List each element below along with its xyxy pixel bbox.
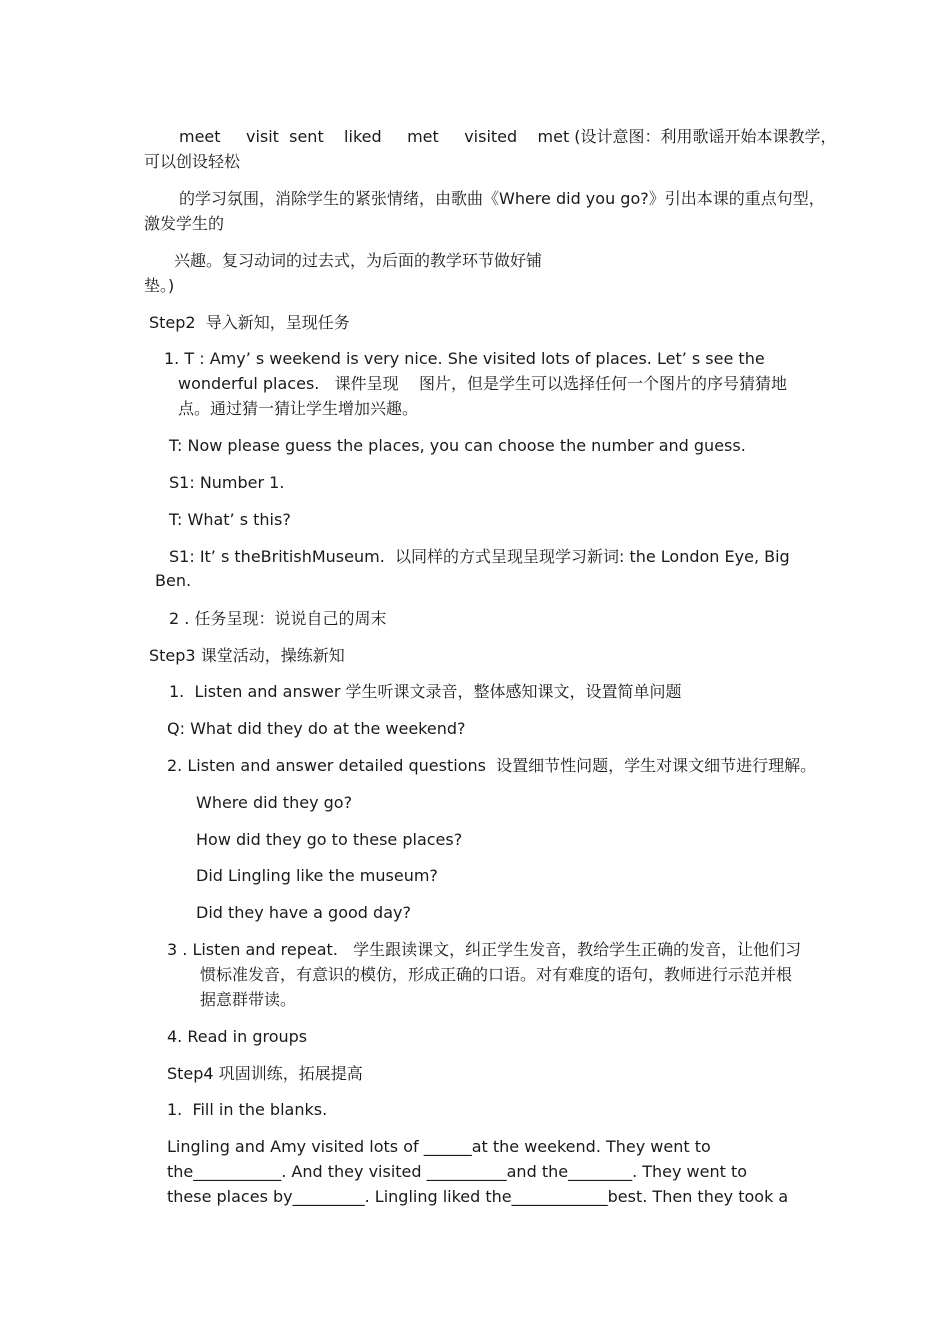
step4-paragraph-line1: Lingling and Amy visited lots of ______at the weekend. They went to [167, 1137, 711, 1156]
step3-detail-question: Where did they go? [196, 793, 353, 812]
step4-item1: 1. Fill in the blanks. [167, 1100, 328, 1119]
step3-item3-line2: 惯标准发音，有意识的模仿，形成正确的口语。对有难度的语句，教师进行示范并根 [200, 965, 793, 984]
step4-heading: Step4 巩固训练，拓展提高 [167, 1064, 363, 1083]
step2-heading: Step2 导入新知，呈现任务 [149, 313, 350, 332]
intro-line-2: 可以创设轻松 [144, 152, 241, 171]
step2-student-line-1: S1: Number 1. [169, 473, 285, 492]
step4-paragraph-line2: the___________. And they visited __________and the________. They went to [167, 1162, 748, 1181]
step3-detail-question: Did they have a good day? [196, 903, 411, 922]
intro-line-3: 的学习氛围，消除学生的紧张情绪，由歌曲《Where did you go?》引出本课的重点句型， [179, 189, 825, 208]
step2-teacher-line-1: T: Now please guess the places, you can choose the number and guess. [169, 436, 746, 455]
intro-line-1: meet visit sent liked met visited met (设计意图：利用歌谣开始本课教学， [179, 127, 837, 146]
step3-heading: Step3 课堂活动，操练新知 [149, 646, 345, 665]
step2-student-line-2a: S1: It’ s theBritishMuseum. 以同样的方式呈现呈现学习新词: the London Eye, Big [169, 547, 790, 566]
step3-detail-question: How did they go to these places? [196, 830, 463, 849]
intro-line-5: 兴趣。复习动词的过去式，为后面的教学环节做好铺 [174, 251, 543, 270]
step2-item1-line3: 点。通过猜一猜让学生增加兴趣。 [178, 399, 419, 418]
step2-item1-line2: wonderful places. 课件呈现 图片，但是学生可以选择任何一个图片的序号猜猜地 [178, 374, 787, 393]
intro-line-4: 激发学生的 [144, 214, 225, 233]
step2-item2: 2 . 任务呈现：说说自己的周末 [169, 609, 387, 628]
step3-item3-line1: 3 . Listen and repeat. 学生跟读课文，纠正学生发音，教给学生正确的发音，让他们习 [167, 940, 802, 959]
step3-item4: 4. Read in groups [167, 1027, 308, 1046]
step2-teacher-line-2: T: What’ s this? [169, 510, 291, 529]
step4-paragraph-line3: these places by_________. Lingling liked the____________best. Then they took a [167, 1187, 789, 1206]
step3-item1: 1. Listen and answer 学生听课文录音，整体感知课文，设置简单问题 [169, 682, 682, 701]
step3-question: Q: What did they do at the weekend? [167, 719, 466, 738]
step3-item2: 2. Listen and answer detailed questions 设置细节性问题，学生对课文细节进行理解。 [167, 756, 817, 775]
step3-item3-line3: 据意群带读。 [200, 990, 297, 1009]
step2-student-line-2b: Ben. [155, 571, 192, 590]
intro-line-6: 垫。) [144, 276, 175, 295]
step3-detail-question: Did Lingling like the museum? [196, 866, 438, 885]
step2-item1-line1: 1. T : Amy’ s weekend is very nice. She visited lots of places. Let’ s see the [164, 349, 765, 368]
